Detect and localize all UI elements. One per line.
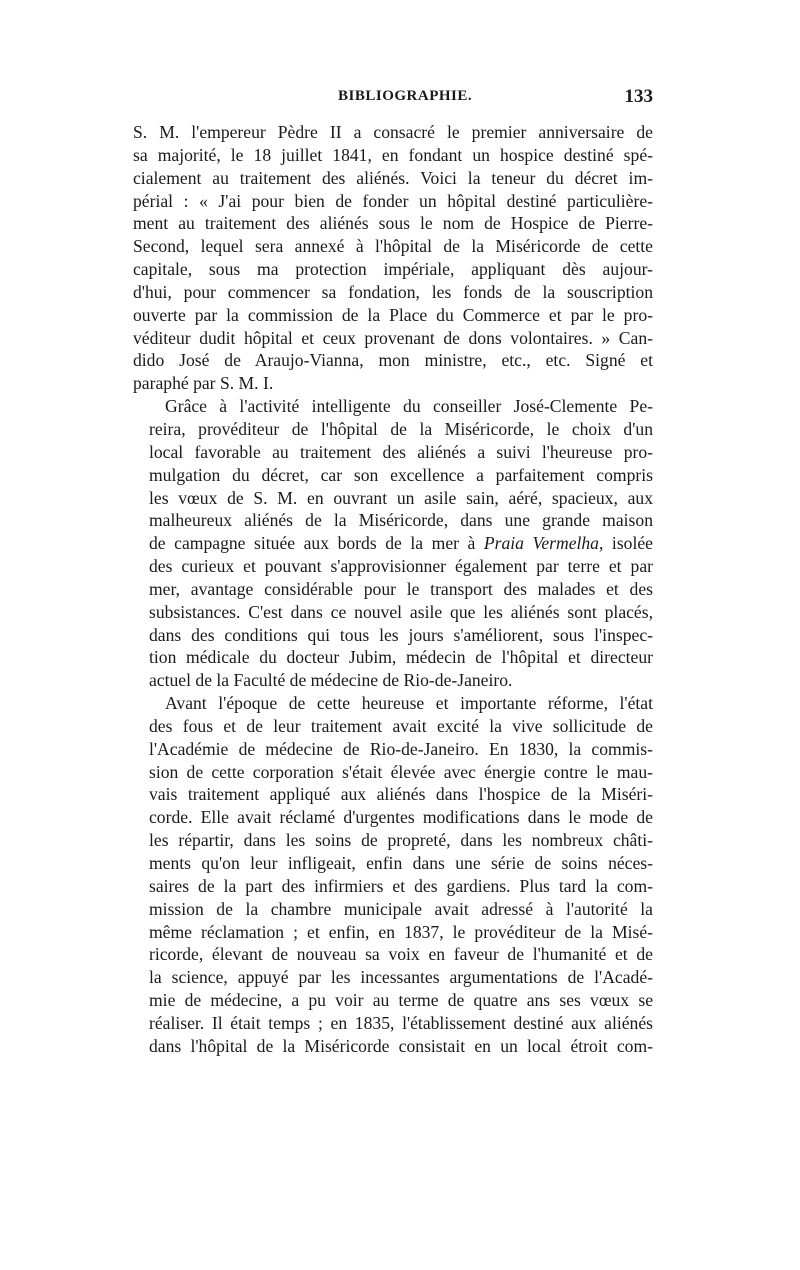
place-name-italic: Praia Vermelha	[483, 533, 599, 554]
text-line: Avant l'époque de cette heureuse et importante réforme, l'état	[165, 693, 653, 714]
text-line: S. M. l'empereur Pèdre II a consacré le premier anniversaire de	[133, 122, 653, 142]
text-line: mission de la chambre municipale avait adressé à l'autorité la	[149, 898, 653, 919]
running-head	[133, 88, 653, 112]
text-line: subsistances. C'est dans ce nouvel asile que les aliénés sont placés,	[149, 601, 653, 622]
text-line: actuel de la Faculté de médecine de Rio-de-Janeiro.	[149, 670, 513, 691]
text-fragment: de campagne située aux bords de la mer à	[149, 533, 484, 554]
text-line: corde. Elle avait réclamé d'urgentes modifications dans le mode de	[149, 807, 653, 828]
text-line: local favorable au traitement des aliénés a suivi l'heureuse pro-	[149, 441, 653, 462]
text-line: tion médicale du docteur Jubim, médecin de l'hôpital et directeur	[149, 647, 653, 668]
text-line: saires de la part des infirmiers et des gardiens. Plus tard la com-	[149, 875, 653, 896]
text-line: les répartir, dans les soins de propreté, dans les nombreux châti-	[149, 830, 653, 851]
text-line: sion de cette corporation s'était élevée avec énergie contre le mau-	[149, 761, 653, 782]
text-line: dido José de Araujo-Vianna, mon ministre, etc., etc. Signé et	[133, 350, 653, 371]
text-line: périal : « J'ai pour bien de fonder un hôpital destiné particulière-	[133, 190, 653, 211]
text-line: mer, avantage considérable pour le transport des malades et des	[149, 578, 653, 599]
text-line: l'Académie de médecine de Rio-de-Janeiro. En 1830, la commis-	[149, 738, 653, 759]
paragraph-decree	[133, 121, 653, 395]
text-line: dans des conditions qui tous les jours s'améliorent, sous l'inspec-	[149, 624, 653, 645]
page-number: 133	[624, 86, 653, 107]
text-line: mulgation du décret, car son excellence a parfaitement compris	[149, 464, 653, 485]
text-fragment: , isolée	[598, 533, 653, 554]
paragraph-asylum	[133, 395, 653, 692]
text-line: malheureux aliénés de la Miséricorde, dans une grande maison	[149, 510, 653, 531]
text-line: Grâce à l'activité intelligente du conseiller José-Clemente Pe-	[165, 396, 653, 417]
text-line: même réclamation ; et enfin, en 1837, le provéditeur de la Misé-	[149, 921, 653, 942]
text-line: mie de médecine, a pu voir au terme de quatre ans ses vœux se	[149, 990, 653, 1011]
text-line: des curieux et pouvant s'approvisionner également par terre et par	[149, 556, 653, 577]
text-line: ouverte par la commission de la Place du Commerce et par le pro-	[133, 304, 653, 325]
text-line: ment au traitement des aliénés sous le nom de Hospice de Pierre-	[133, 213, 653, 234]
text-line: capitale, sous ma protection impériale, appliquant dès aujour-	[133, 259, 653, 280]
text-line: réaliser. Il était temps ; en 1835, l'établissement destiné aux aliénés	[149, 1012, 653, 1033]
text-line-mixed	[133, 532, 653, 555]
text-line: des fous et de leur traitement avait excité la vive sollicitude de	[149, 715, 653, 736]
text-line: sa majorité, le 18 juillet 1841, en fondant un hospice destiné spé-	[133, 144, 653, 165]
text-line: véditeur dudit hôpital et ceux provenant de dons volontaires. » Can-	[133, 327, 653, 348]
text-line: cialement au traitement des aliénés. Voici la teneur du décret im-	[133, 167, 653, 188]
text-line: vais traitement appliqué aux aliénés dans l'hospice de la Miséri-	[149, 784, 653, 805]
text-line: dans l'hôpital de la Miséricorde consistait en un local étroit com-	[149, 1035, 653, 1056]
text-line: paraphé par S. M. I.	[133, 373, 274, 394]
paragraph-reform	[133, 692, 653, 1058]
text-line: ricorde, élevant de nouveau sa voix en faveur de l'humanité et de	[149, 944, 653, 965]
text-line: ments qu'on leur infligeait, enfin dans une série de soins néces-	[149, 853, 653, 873]
text-line: la science, appuyé par les incessantes argumentations de l'Acadé-	[149, 967, 653, 988]
text-line: reira, provéditeur de l'hôpital de la Miséricorde, le choix d'un	[149, 418, 653, 439]
text-line: les vœux de S. M. en ouvrant un asile sain, aéré, spacieux, aux	[149, 487, 653, 508]
body-text	[133, 121, 653, 1058]
running-head-title: BIBLIOGRAPHIE.	[338, 88, 473, 104]
text-line: Second, lequel sera annexé à l'hôpital de la Miséricorde de cette	[133, 236, 653, 257]
text-line: d'hui, pour commencer sa fondation, les fonds de la souscription	[133, 281, 653, 302]
